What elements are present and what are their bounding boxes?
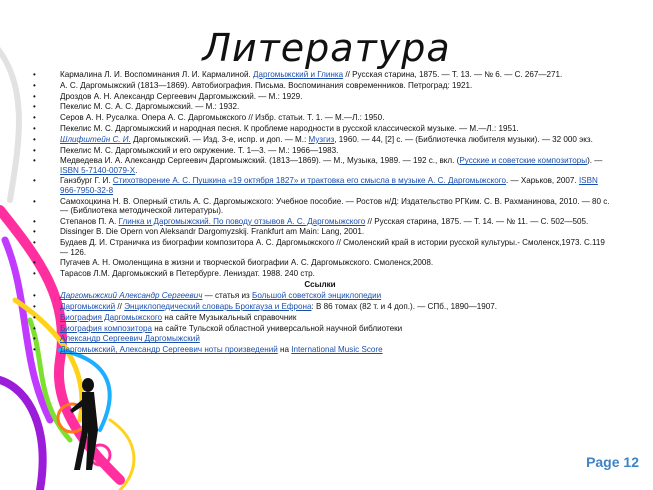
- reference-link[interactable]: Даргомыжский и Глинка: [253, 70, 344, 79]
- reference-link[interactable]: ISBN 966-7950-32-8: [60, 176, 598, 195]
- reference-link[interactable]: Музгиз: [308, 134, 335, 144]
- reference-text: , 1960. — 44, [2] с. — (Библиотечка любителя музыки). — 32 000 экз.: [334, 134, 593, 144]
- list-item: [30, 135, 610, 144]
- reference-text: . — Харьков, 2007.: [506, 176, 579, 186]
- list-item: [30, 70, 610, 79]
- reference-text: // Русская старина, 1875. — Т. 14. — № 11. — С. 502—505.: [365, 216, 589, 226]
- reference-text: // Русская старина, 1875. — Т. 13. — № 6. — С. 267—271.: [343, 70, 563, 79]
- reference-text: Пекелис М. С. Даргомыжский и его окружение. Т. 1—3. — М.: 1966—1983.: [60, 145, 339, 155]
- reference-text: Самохоцкина Н. В. Оперный стиль А. С. Даргомыжского: Учебное пособие. — Ростов н/Д: Издательство РГКим. С. В. Рахманинова, 2010. — 80 с. — (Библиотека методической литературы).: [60, 196, 610, 215]
- reference-link[interactable]: Стихотворение А. С. Пушкина «19 октября 1827» и трактовка его смысла в музыке А. С. Даргомыжского: [112, 176, 507, 186]
- list-item: [30, 81, 610, 90]
- reference-text: Дроздов А. Н. Александр Сергеевич Даргомыжский. — М.: 1929.: [60, 91, 303, 101]
- reference-text: на сайте Музыкальный справочник: [162, 312, 297, 322]
- list-item: [30, 113, 610, 122]
- list-item: [30, 324, 610, 333]
- list-item: [30, 227, 610, 236]
- reference-text: //: [115, 302, 125, 312]
- list-item: [30, 217, 610, 226]
- reference-link[interactable]: Даргомыжский, Александр Сергеевич ноты произведений: [60, 345, 278, 355]
- reference-link[interactable]: Глинка и Даргомыжский. По поводу отзывов А. С. Даргомыжского: [118, 216, 366, 226]
- list-item: [30, 334, 610, 343]
- list-item: [30, 156, 610, 175]
- list-item: [30, 258, 610, 267]
- reference-text: ). —: [587, 156, 603, 166]
- reference-text: А. С. Даргомыжский (1813—1869). Автобиография. Письма. Воспоминания современников. Петроград: 1921.: [60, 80, 473, 90]
- reference-text: : В 86 томах (82 т. и 4 доп.). — СПб., 1890—1907.: [311, 302, 497, 312]
- list-item: [30, 92, 610, 101]
- reference-link[interactable]: Русские и советские композиторы: [459, 156, 588, 166]
- reference-text: Пекелис М. С. А. С. Даргомыжский. — М.: 1932.: [60, 102, 240, 112]
- reference-link[interactable]: Биография Даргомыжского: [60, 312, 163, 322]
- page-number: Page 12: [586, 454, 639, 470]
- reference-link[interactable]: Биография композитора: [60, 323, 152, 333]
- reference-text: Серов А. Н. Русалка. Опера А. С. Даргомыжского // Избр. статьи. Т. 1. — М.—Л.: 1950.: [60, 113, 385, 123]
- reference-text: на сайте Тульской областной универсальной научной библиотеки: [151, 323, 403, 333]
- reference-text: Кармалина Л. И. Воспоминания Л. И. Кармалиной.: [60, 70, 254, 79]
- reference-link[interactable]: Даргомыжский: [60, 302, 116, 312]
- reference-text: Даргомыжский. — Изд. 3-е, испр. и доп. — М.:: [130, 134, 309, 144]
- reference-link[interactable]: Большой советской энциклопедии: [252, 291, 382, 301]
- list-item: [30, 345, 610, 354]
- list-item: [30, 313, 610, 322]
- list-item: [30, 197, 610, 216]
- reference-link[interactable]: Шлифштейн С. И.: [60, 134, 131, 144]
- links-heading: Ссылки: [304, 279, 336, 289]
- reference-link[interactable]: International Music Score: [291, 345, 383, 355]
- list-item: [30, 269, 610, 278]
- reference-link[interactable]: ISBN 5-7140-0079-X: [60, 165, 136, 175]
- reference-text: Будаев Д. И. Страничка из биографии композитора А. С. Даргомыжского // Смоленский край в истории русской культуры.- Смоленск,1973. С.119 — 126.: [60, 238, 605, 257]
- reference-text: Степанов П. А.: [60, 216, 119, 226]
- list-item: [30, 302, 610, 311]
- reference-text: Dissinger B. Die Opern von Aleksandr Dargomyzskij. Frankfurt am Main: Lang, 2001.: [60, 227, 365, 237]
- list-item: [30, 291, 610, 300]
- reference-text: — статья из: [202, 291, 253, 301]
- slide-title: Литература: [202, 26, 451, 70]
- list-item: [30, 176, 610, 195]
- list-item: [30, 102, 610, 111]
- list-item: [30, 124, 610, 133]
- reference-text: Тарасов Л.М. Даргомыжский в Петербурге. Лениздат. 1988. 240 стр.: [60, 269, 315, 279]
- reference-text: .: [135, 165, 138, 175]
- reference-text: Ганзбург Г. И.: [60, 176, 113, 186]
- reference-text: Пекелис М. С. Даргомыжский и народная песня. К проблеме народности в русской классической музыке. — М.—Л.: 1951.: [60, 123, 519, 133]
- reference-text: Медведева И. А. Александр Сергеевич Даргомыжский. (1813—1869). — М., Музыка, 1989. — 192 с., вкл. (: [60, 156, 460, 166]
- reference-text: на: [277, 345, 292, 355]
- reference-text: Пугачев А. Н. Омоленщина в жизни и творческой биографии А. С. Даргомыжского. Смоленск,2008.: [60, 258, 434, 268]
- list-item: [30, 146, 610, 155]
- list-item: [30, 238, 610, 257]
- reference-link[interactable]: Александр Сергеевич Даргомыжский: [60, 334, 200, 344]
- reference-link[interactable]: Энциклопедический словарь Брокгауза и Ефрона: [124, 302, 312, 312]
- references-list: [30, 70, 610, 356]
- reference-link[interactable]: Даргомыжский Александр Сергеевич: [60, 291, 203, 301]
